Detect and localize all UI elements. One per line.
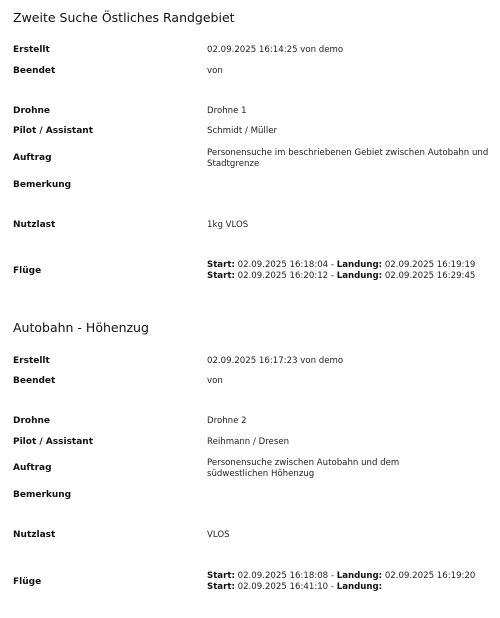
flight-start-label: Start: [207, 260, 235, 270]
flight-landing-label: Landung: [336, 271, 383, 281]
value-nutzlast: VLOS [207, 530, 230, 540]
label-pilot: Pilot / Assistant [13, 437, 94, 447]
flight-landing-label: Landung: [336, 582, 383, 592]
flight-entry [207, 260, 475, 271]
value-drohne: Drohne 2 [207, 416, 247, 426]
label-erstellt: Erstellt [13, 356, 50, 366]
flight-entry [207, 271, 475, 282]
flight-start-label: Start: [207, 271, 235, 281]
value-erstellt: 02.09.2025 16:17:23 von demo [207, 356, 344, 366]
flight-start-label: Start: [207, 571, 235, 581]
label-drohne: Drohne [13, 416, 51, 426]
label-nutzlast: Nutzlast [13, 220, 56, 230]
value-auftrag: Personensuche zwischen Autobahn und dem südwestlichen Höhenzug [207, 458, 400, 479]
label-beendet: Beendet [13, 66, 56, 76]
mission-title: Zweite Suche Östliches Randgebiet [13, 10, 235, 25]
label-nutzlast: Nutzlast [13, 530, 56, 540]
label-beendet: Beendet [13, 376, 56, 386]
flight-landing-label: Landung: [336, 571, 383, 581]
flight-start-label: Start: [207, 582, 235, 592]
label-bemerkung: Bemerkung [13, 490, 72, 500]
label-auftrag: Auftrag [13, 153, 52, 163]
value-pilot: Reihmann / Dresen [207, 437, 290, 447]
value-beendet: von [207, 66, 223, 76]
value-nutzlast: 1kg VLOS [207, 220, 249, 230]
label-drohne: Drohne [13, 106, 51, 116]
flight-start-time: 02.09.2025 16:18:08 - [234, 571, 337, 581]
flight-start-time: 02.09.2025 16:41:10 - [234, 582, 337, 592]
value-beendet: von [207, 376, 223, 386]
flight-entry [207, 571, 475, 582]
flight-landing-time: 02.09.2025 16:29:45 [382, 271, 476, 281]
value-drohne: Drohne 1 [207, 106, 247, 116]
mission-title: Autobahn - Höhenzug [13, 320, 149, 335]
flight-entry [207, 582, 475, 593]
flight-start-time: 02.09.2025 16:20:12 - [234, 271, 337, 281]
flight-landing-time: 02.09.2025 16:19:20 [382, 571, 476, 581]
flight-landing-label: Landung: [336, 260, 383, 270]
value-pilot: Schmidt / Müller [207, 126, 278, 136]
value-auftrag: Personensuche im beschriebenen Gebiet zwischen Autobahn und Stadtgrenze [207, 148, 489, 169]
flights-list [207, 571, 475, 593]
label-auftrag: Auftrag [13, 463, 52, 473]
label-fluege: Flüge [13, 577, 42, 587]
value-erstellt: 02.09.2025 16:14:25 von demo [207, 45, 344, 55]
flight-landing-time: 02.09.2025 16:19:19 [382, 260, 476, 270]
label-bemerkung: Bemerkung [13, 180, 72, 190]
label-pilot: Pilot / Assistant [13, 126, 94, 136]
flight-start-time: 02.09.2025 16:18:04 - [234, 260, 337, 270]
label-erstellt: Erstellt [13, 45, 50, 55]
label-fluege: Flüge [13, 266, 42, 276]
flights-list [207, 260, 475, 282]
